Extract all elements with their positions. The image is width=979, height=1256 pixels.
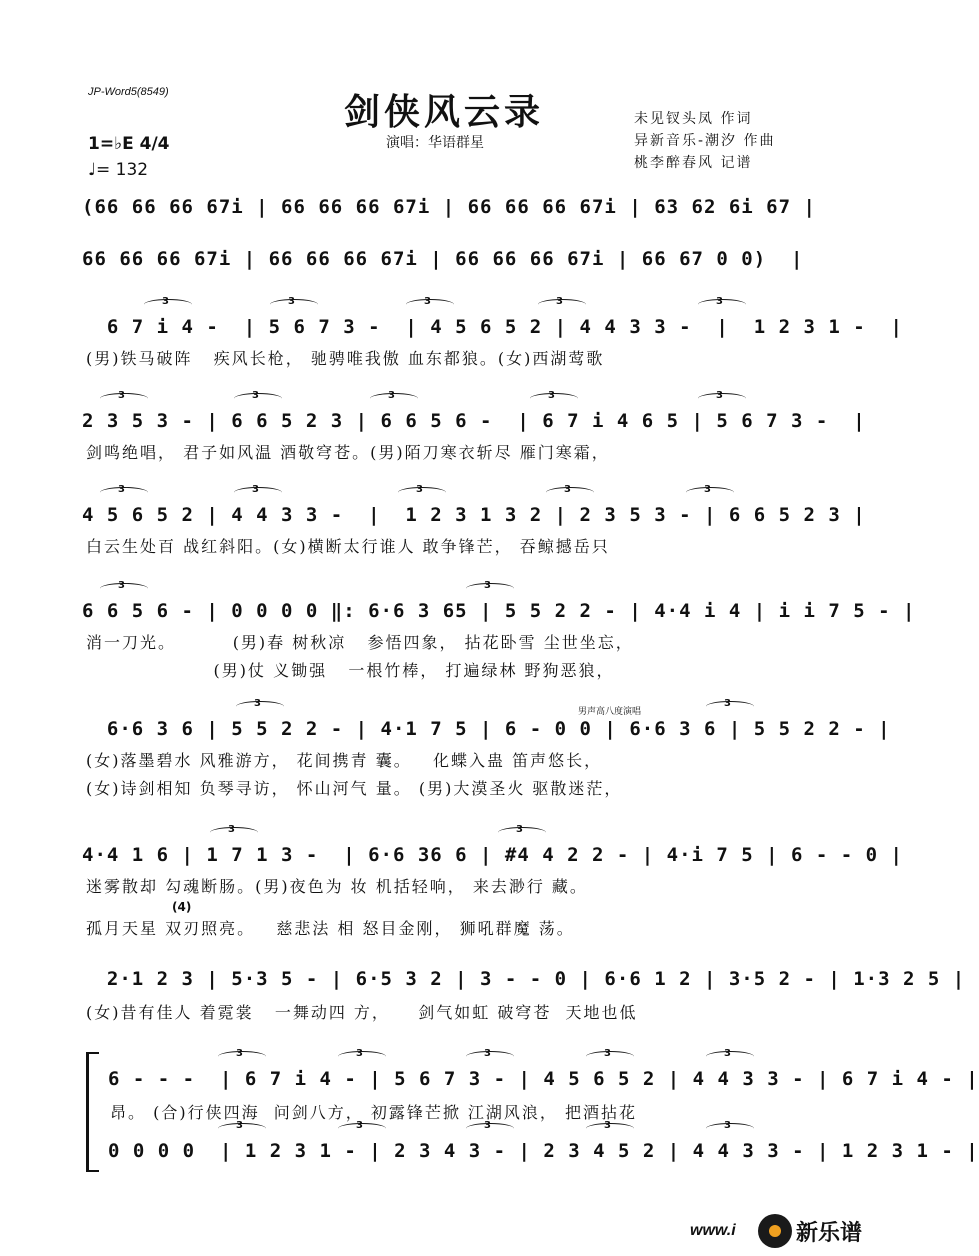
lyric-line: 白云生处百 战红斜阳。(女)横断太行谁人 敢争锋芒， 吞鲸撼岳只 xyxy=(86,537,610,556)
triplet-mark: 3 xyxy=(288,296,295,307)
repeat-annotation: (4) xyxy=(172,900,192,914)
triplet-mark: 3 xyxy=(516,824,523,835)
triplet-mark: 3 xyxy=(236,1120,243,1131)
transcriber-credit: 桃李醉春风 记谱 xyxy=(634,155,753,171)
triplet-mark: 3 xyxy=(604,1048,611,1059)
song-title: 剑侠风云录 xyxy=(343,91,544,133)
singer-credit: 演唱：华语群星 xyxy=(386,135,484,151)
notes-line: 2·1 2 3 | 5·3 5 - | 6·5 3 2 | 3 - - 0 | 6·6 1 2 | 3·5 2 - | 1·3 2 5 | xyxy=(82,968,966,990)
triplet-mark: 3 xyxy=(724,1048,731,1059)
lyric-line-verse-2: 孤月天星 双刃照亮。 慈悲法 相 怒目金刚， 狮吼群魔 荡。 xyxy=(86,919,575,938)
triplet-mark: 3 xyxy=(118,390,125,401)
composer-credit: 异新音乐-潮汐 作曲 xyxy=(634,133,776,149)
notes-line: 4·4 1 6 | 1 7 1 3 - | 6·6 36 6 | #4 4 2 2 - | 4·i 7 5 | 6 - - 0 | xyxy=(82,844,903,866)
triplet-mark: 3 xyxy=(604,1120,611,1131)
triplet-mark: 3 xyxy=(416,484,423,495)
triplet-mark: 3 xyxy=(356,1048,363,1059)
lyric-line: (男)铁马破阵 疾风长枪， 驰骋唯我傲 血东都狼。(女)西湖莺歌 xyxy=(86,349,605,368)
triplet-mark: 3 xyxy=(162,296,169,307)
triplet-mark: 3 xyxy=(254,698,261,709)
site-url[interactable]: www.i xyxy=(690,1222,736,1239)
triplet-mark: 3 xyxy=(556,296,563,307)
notes-line: 6·6 3 6 | 5 5 2 2 - | 4·1 7 5 | 6 - 0 0 | 6·6 3 6 | 5 5 2 2 - | xyxy=(82,718,891,740)
chorus-brace xyxy=(86,1052,99,1172)
octave-annotation: 男声高八度演唱 xyxy=(578,707,642,717)
tempo-marking: ♩= 132 xyxy=(88,160,149,180)
lyricist-credit: 未见钗头凤 作词 xyxy=(634,111,753,127)
notes-line: 6 6 5 6 - | 0 0 0 0 ‖: 6·6 3 65 | 5 5 2 2 - | 4·4 i 4 | i i 7 5 - | xyxy=(82,600,916,622)
notes-line: 2 3 5 3 - | 6 6 5 2 3 | 6 6 5 6 - | 6 7 i 4 6 5 | 5 6 7 3 - | xyxy=(82,410,866,432)
lyric-line-verse-1: (女)落墨碧水 风雅游方， 花间携青 囊。 化蝶入蛊 笛声悠长， xyxy=(86,751,603,770)
triplet-mark: 3 xyxy=(118,580,125,591)
software-watermark: JP-Word5(8549) xyxy=(88,86,169,98)
site-logo[interactable] xyxy=(690,1210,886,1250)
triplet-mark: 3 xyxy=(118,484,125,495)
triplet-mark: 3 xyxy=(252,390,259,401)
triplet-mark: 3 xyxy=(724,698,731,709)
triplet-mark: 3 xyxy=(228,824,235,835)
key-signature: 1=♭E 4/4 xyxy=(88,134,170,154)
lyric-line-verse-2: (女)诗剑相知 负琴寻访， 怀山河气 量。 (男)大漠圣火 驱散迷茫， xyxy=(86,779,623,798)
triplet-mark: 3 xyxy=(424,296,431,307)
notes-line: 4 5 6 5 2 | 4 4 3 3 - | 1 2 3 1 3 2 | 2 3 5 3 - | 6 6 5 2 3 | xyxy=(82,504,866,526)
notes-line: (66 66 66 67i | 66 66 66 67i | 66 66 66 67i | 63 62 6i 67 | xyxy=(82,196,816,218)
notes-line: 6 7 i 4 - | 5 6 7 3 - | 4 5 6 5 2 | 4 4 3 3 - | 1 2 3 1 - | xyxy=(82,316,903,338)
notes-line: 6 - - - | 6 7 i 4 - | 5 6 7 3 - | 4 5 6 5 2 | 4 4 3 3 - | 6 7 i 4 - | xyxy=(108,1068,979,1090)
triplet-mark: 3 xyxy=(564,484,571,495)
lyric-line-verse-1: 迷雾散却 勾魂断肠。(男)夜色为 妆 机括轻响， 来去渺行 藏。 xyxy=(86,877,588,896)
lyric-line-verse-2: (男)仗 义锄强 一根竹棒， 打遍绿林 野狗恶狼， xyxy=(86,661,615,680)
triplet-mark: 3 xyxy=(484,1120,491,1131)
lyric-line: 昂。 (合)行侠四海 问剑八方， 初露锋芒掀 江湖风浪， 把酒拈花 xyxy=(110,1103,638,1122)
triplet-mark: 3 xyxy=(356,1120,363,1131)
record-disc-icon xyxy=(758,1214,792,1248)
triplet-mark: 3 xyxy=(388,390,395,401)
lyric-line-verse-1: 消一刀光。 (男)春 树秋凉 参悟四象， 拈花卧雪 尘世坐忘， xyxy=(86,633,634,652)
triplet-mark: 3 xyxy=(252,484,259,495)
triplet-mark: 3 xyxy=(724,1120,731,1131)
triplet-mark: 3 xyxy=(704,484,711,495)
triplet-mark: 3 xyxy=(548,390,555,401)
lyric-line: 剑鸣绝唱， 君子如风温 酒敬穹苍。(男)陌刀寒衣斩尽 雁门寒霜， xyxy=(86,443,610,462)
triplet-mark: 3 xyxy=(716,296,723,307)
triplet-mark: 3 xyxy=(484,580,491,591)
notes-line: 66 66 66 67i | 66 66 66 67i | 66 66 66 67i | 66 67 0 0) | xyxy=(82,248,804,270)
notes-line: 0 0 0 0 | 1 2 3 1 - | 2 3 4 3 - | 2 3 4 5 2 | 4 4 3 3 - | 1 2 3 1 - | xyxy=(108,1140,979,1162)
triplet-mark: 3 xyxy=(484,1048,491,1059)
triplet-mark: 3 xyxy=(236,1048,243,1059)
triplet-mark: 3 xyxy=(716,390,723,401)
brand-name: 新乐谱 xyxy=(796,1221,863,1246)
lyric-line: (女)昔有佳人 着霓裳 一舞动四 方， 剑气如虹 破穹苍 天地也低 xyxy=(86,1003,638,1022)
